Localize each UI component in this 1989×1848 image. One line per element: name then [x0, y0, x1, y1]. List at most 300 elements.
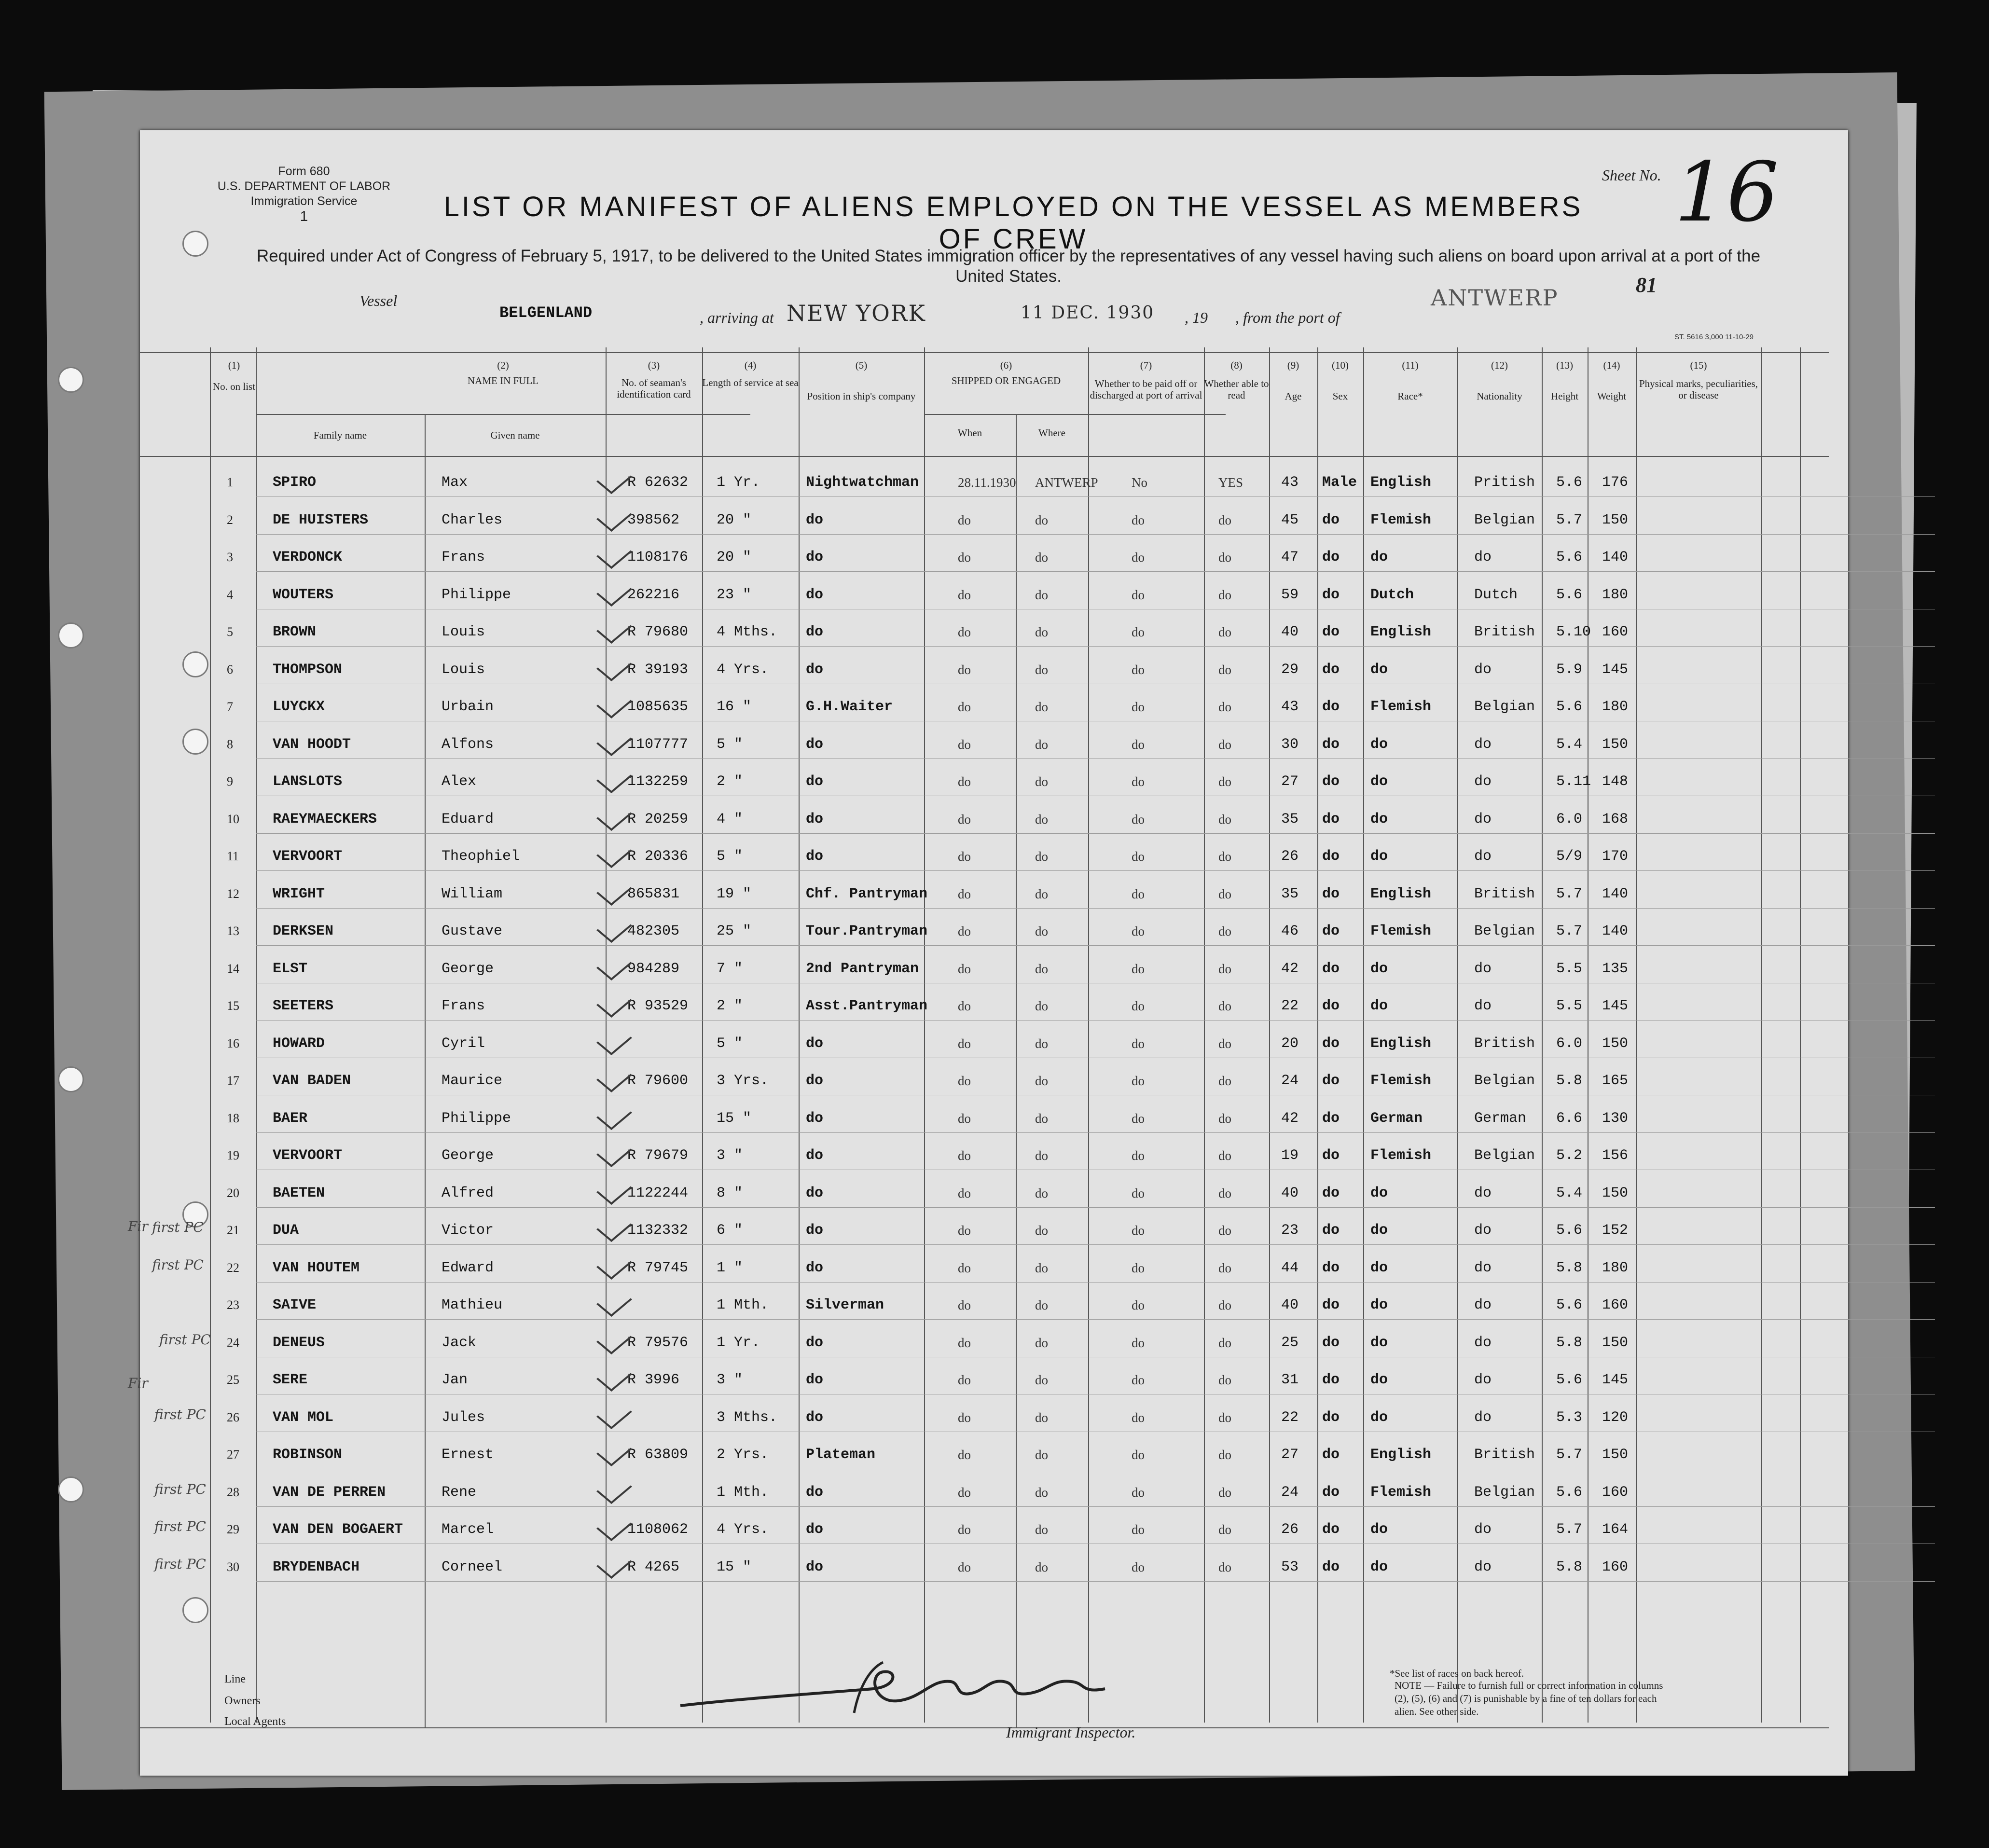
seaman-card-number: R 79576	[627, 1334, 689, 1351]
race: do	[1370, 1185, 1388, 1201]
shipped-where: do	[1035, 1074, 1048, 1088]
age: 22	[1281, 998, 1299, 1014]
row-rule	[256, 908, 1935, 909]
row-number: 5	[227, 625, 233, 639]
given-name: Mathieu	[442, 1297, 503, 1313]
given-name: Edward	[442, 1259, 494, 1276]
position: do	[806, 848, 824, 865]
given-name: Jack	[442, 1334, 477, 1351]
family-name: VAN HOODT	[273, 736, 351, 753]
weight: 150	[1602, 736, 1629, 753]
age: 35	[1281, 811, 1299, 827]
seaman-card-number: R 93529	[627, 998, 689, 1014]
length-of-service: 20 "	[717, 511, 752, 528]
height: 5.7	[1556, 923, 1583, 939]
race: English	[1370, 624, 1432, 640]
row-number: 8	[227, 737, 233, 751]
weight: 150	[1602, 1447, 1629, 1463]
height: 5.8	[1556, 1334, 1583, 1351]
paid-off: do	[1132, 812, 1145, 827]
able-to-read: do	[1218, 1223, 1231, 1238]
sex: do	[1322, 1297, 1340, 1313]
position: do	[806, 661, 824, 678]
race: do	[1370, 736, 1388, 753]
sex: do	[1322, 624, 1340, 640]
sex: do	[1322, 1447, 1340, 1463]
height: 5.3	[1556, 1409, 1583, 1426]
race: do	[1370, 1521, 1388, 1538]
nationality: do	[1474, 1185, 1492, 1201]
seaman-card-number: 262216	[627, 586, 680, 603]
seaman-card-number: R 62632	[627, 474, 689, 491]
sex: do	[1322, 885, 1340, 902]
age: 23	[1281, 1222, 1299, 1239]
able-to-read: do	[1218, 737, 1231, 752]
shipped-where: do	[1035, 1335, 1048, 1350]
able-to-read: do	[1218, 512, 1231, 527]
nationality: do	[1474, 1334, 1492, 1351]
family-name: DUA	[273, 1222, 299, 1239]
shipped-when: do	[958, 999, 971, 1013]
race: do	[1370, 811, 1388, 827]
length-of-service: 15 "	[717, 1558, 752, 1575]
able-to-read: do	[1218, 662, 1231, 677]
age: 44	[1281, 1259, 1299, 1276]
shipped-where: ANTWERP	[1035, 475, 1098, 490]
age: 24	[1281, 1484, 1299, 1501]
height: 5.6	[1556, 586, 1583, 603]
sex: do	[1322, 1259, 1340, 1276]
sex: do	[1322, 811, 1340, 827]
shipped-when: do	[958, 512, 971, 527]
race: Flemish	[1370, 923, 1432, 939]
seaman-card-number: 1085635	[627, 699, 689, 715]
height: 5.6	[1556, 1297, 1583, 1313]
able-to-read: do	[1218, 1298, 1231, 1312]
able-to-read: do	[1218, 1373, 1231, 1387]
given-name: George	[442, 960, 494, 977]
sex: do	[1322, 923, 1340, 939]
binder-hole	[182, 231, 208, 257]
shipped-when: do	[958, 1335, 971, 1350]
shipped-where: do	[1035, 1485, 1048, 1500]
sex: do	[1322, 998, 1340, 1014]
race: English	[1370, 1035, 1432, 1052]
able-to-read: do	[1218, 886, 1231, 901]
sex: do	[1322, 1185, 1340, 1201]
sex: do	[1322, 1110, 1340, 1127]
seaman-card-number: R 79679	[627, 1147, 689, 1164]
paid-off: do	[1132, 587, 1145, 602]
shipped-when: do	[958, 1559, 971, 1574]
row-number: 29	[227, 1522, 239, 1536]
margin-annotation: first PC	[154, 1518, 206, 1534]
given-name: Marcel	[442, 1521, 494, 1538]
position: 2nd Pantryman	[806, 960, 919, 977]
row-rule	[256, 833, 1935, 834]
shipped-when: do	[958, 1298, 971, 1312]
seaman-card-number: R 4265	[627, 1558, 680, 1575]
family-name: WRIGHT	[273, 885, 325, 902]
row-rule	[256, 1506, 1935, 1507]
position: do	[806, 624, 824, 640]
weight: 160	[1602, 1484, 1629, 1501]
weight: 150	[1602, 1185, 1629, 1201]
able-to-read: do	[1218, 812, 1231, 827]
length-of-service: 4 Mths.	[717, 624, 778, 640]
age: 42	[1281, 960, 1299, 977]
given-name: Jules	[442, 1409, 485, 1426]
able-to-read: do	[1218, 1148, 1231, 1163]
shipped-where: do	[1035, 774, 1048, 789]
given-name: Max	[442, 474, 468, 491]
race: Flemish	[1370, 511, 1432, 528]
shipped-where: do	[1035, 924, 1048, 938]
row-number: 18	[227, 1111, 239, 1125]
able-to-read: do	[1218, 1111, 1231, 1126]
race: English	[1370, 885, 1432, 902]
sex: do	[1322, 1147, 1340, 1164]
nationality: do	[1474, 1372, 1492, 1388]
age: 22	[1281, 1409, 1299, 1426]
shipped-where: do	[1035, 1559, 1048, 1574]
col-6-header: (6) SHIPPED OR ENGAGED	[951, 359, 1061, 386]
shipped-when: do	[958, 1074, 971, 1088]
race: do	[1370, 848, 1388, 865]
position: do	[806, 1558, 824, 1575]
paid-off: do	[1132, 1223, 1145, 1238]
form-mark: 1	[300, 208, 308, 224]
seaman-card-number: 1107777	[627, 736, 689, 753]
nationality: do	[1474, 1297, 1492, 1313]
able-to-read: do	[1218, 1522, 1231, 1537]
paid-off: do	[1132, 550, 1145, 565]
height: 5.4	[1556, 1185, 1583, 1201]
position: Silverman	[806, 1297, 884, 1313]
row-rule	[256, 1244, 1935, 1245]
seaman-card-number: R 79745	[627, 1259, 689, 1276]
row-number: 28	[227, 1485, 239, 1499]
weight: 170	[1602, 848, 1629, 865]
arrival-date: 11 DEC. 1930	[1021, 303, 1155, 323]
shipped-where: do	[1035, 1373, 1048, 1387]
sex: do	[1322, 1409, 1340, 1426]
age: 43	[1281, 474, 1299, 491]
able-to-read: do	[1218, 849, 1231, 864]
sex: do	[1322, 699, 1340, 715]
race: do	[1370, 1334, 1388, 1351]
height: 5.6	[1556, 1372, 1583, 1388]
shipped-where: do	[1035, 625, 1048, 639]
length-of-service: 2 "	[717, 998, 743, 1014]
given-name: Victor	[442, 1222, 494, 1239]
height: 5.6	[1556, 549, 1583, 565]
paid-off: do	[1132, 1260, 1145, 1275]
shipped-when: do	[958, 886, 971, 901]
col-7-header: (7) Whether to be paid off or discharged at port of arrival	[1090, 359, 1202, 401]
row-rule	[256, 571, 1935, 572]
races-footnote: *See list of races on back hereof.	[1390, 1668, 1524, 1679]
length-of-service: 8 "	[717, 1185, 743, 1201]
paid-off: do	[1132, 1485, 1145, 1500]
age: 59	[1281, 586, 1299, 603]
race: do	[1370, 1558, 1388, 1575]
row-number: 26	[227, 1410, 239, 1424]
given-name: Urbain	[442, 699, 494, 715]
sex: do	[1322, 1558, 1340, 1575]
position: do	[806, 1372, 824, 1388]
shipped-where: do	[1035, 1111, 1048, 1126]
shipped-when: do	[958, 550, 971, 565]
position: G.H.Waiter	[806, 699, 893, 715]
shipped-where: do	[1035, 961, 1048, 976]
binder-hole	[58, 1066, 84, 1092]
position: do	[806, 1259, 824, 1276]
sex: do	[1322, 1521, 1340, 1538]
age: 19	[1281, 1147, 1299, 1164]
family-name: ROBINSON	[273, 1447, 343, 1463]
family-name: WOUTERS	[273, 586, 334, 603]
seaman-card-number: R 3996	[627, 1372, 680, 1388]
given-name: Alfons	[442, 736, 494, 753]
nationality: Belgian	[1474, 923, 1535, 939]
family-name: THOMPSON	[273, 661, 343, 678]
seaman-card-number: 1132332	[627, 1222, 689, 1239]
paid-off: do	[1132, 1559, 1145, 1574]
vessel-label: Vessel	[359, 292, 398, 309]
given-name: Louis	[442, 661, 485, 678]
given-name: Ernest	[442, 1447, 494, 1463]
shipped-when: do	[958, 1485, 971, 1500]
when-header: When	[957, 427, 982, 439]
given-name: George	[442, 1147, 494, 1164]
position: do	[806, 1484, 824, 1501]
height: 5.9	[1556, 661, 1583, 678]
weight: 140	[1602, 885, 1629, 902]
nationality: British	[1474, 1035, 1535, 1052]
position: do	[806, 773, 824, 790]
shipped-where: do	[1035, 700, 1048, 714]
age: 25	[1281, 1334, 1299, 1351]
row-rule	[256, 496, 1935, 497]
position: do	[806, 1073, 824, 1089]
shipped-when: do	[958, 662, 971, 677]
seaman-card-number: R 20336	[627, 848, 689, 865]
col-12-header: (12) Nationality	[1477, 359, 1522, 402]
age: 46	[1281, 923, 1299, 939]
shipped-when: do	[958, 1111, 971, 1126]
col-14-header: (14) Weight	[1597, 359, 1627, 402]
weight: 145	[1602, 998, 1629, 1014]
sex: do	[1322, 1222, 1340, 1239]
given-name: Charles	[442, 511, 503, 528]
row-number: 13	[227, 924, 239, 938]
race: English	[1370, 474, 1432, 491]
nationality: Belgian	[1474, 1484, 1535, 1501]
height: 5.8	[1556, 1073, 1583, 1089]
weight: 180	[1602, 699, 1629, 715]
paid-off: do	[1132, 1335, 1145, 1350]
position: Plateman	[806, 1447, 876, 1463]
paid-off: do	[1132, 1074, 1145, 1088]
height: 5.6	[1556, 474, 1583, 491]
length-of-service: 4 Yrs.	[717, 661, 769, 678]
family-name: VAN DE PERREN	[273, 1484, 386, 1501]
shipped-when: do	[958, 1186, 971, 1200]
paid-off: do	[1132, 700, 1145, 714]
shipped-where: do	[1035, 512, 1048, 527]
nationality: do	[1474, 848, 1492, 865]
form-number: Form 680	[278, 165, 330, 178]
able-to-read: do	[1218, 1410, 1231, 1425]
race: do	[1370, 1259, 1388, 1276]
year-label: , 19	[1185, 309, 1208, 326]
able-to-read: do	[1218, 924, 1231, 938]
departure-port: ANTWERP	[1431, 285, 1559, 311]
sex: do	[1322, 1073, 1340, 1089]
shipped-when: do	[958, 961, 971, 976]
family-name: VAN HOUTEM	[273, 1259, 360, 1276]
age: 30	[1281, 736, 1299, 753]
row-rule	[256, 1207, 1935, 1208]
position: Asst.Pantryman	[806, 998, 928, 1014]
paid-off: No	[1132, 475, 1147, 490]
height: 5.7	[1556, 1521, 1583, 1538]
given-name: Cyril	[442, 1035, 485, 1052]
given-name: Rene	[442, 1484, 477, 1501]
weight: 156	[1602, 1147, 1629, 1164]
family-name: SAIVE	[273, 1297, 317, 1313]
manifest-title: LIST OR MANIFEST OF ALIENS EMPLOYED ON THE VESSEL AS MEMBERS OF CREW	[443, 191, 1583, 255]
position: do	[806, 1334, 824, 1351]
sex: do	[1322, 511, 1340, 528]
sex: do	[1322, 549, 1340, 565]
weight: 145	[1602, 661, 1629, 678]
given-name-header: Given name	[490, 429, 540, 441]
col-2-header: (2) NAME IN FULL	[468, 359, 539, 386]
height: 5.5	[1556, 960, 1583, 977]
row-number: 12	[227, 886, 239, 901]
seaman-card-number: 1108176	[627, 549, 689, 565]
weight: 120	[1602, 1409, 1629, 1426]
race: do	[1370, 1372, 1388, 1388]
shipped-when: do	[958, 1036, 971, 1051]
sex: do	[1322, 1035, 1340, 1052]
legal-requirement-text: Required under Act of Congress of February 5, 1917, to be delivered to the United States immigration officer by the representatives of any vessel having such aliens on board upon arrival at a port of the United States.	[256, 247, 1761, 286]
position: do	[806, 1035, 824, 1052]
family-name: DERKSEN	[273, 923, 334, 939]
height: 5.5	[1556, 998, 1583, 1014]
owners-label: Owners	[224, 1695, 261, 1707]
nationality: do	[1474, 1409, 1492, 1426]
shipped-where: do	[1035, 999, 1048, 1013]
race: Flemish	[1370, 1484, 1432, 1501]
family-name: DE HUISTERS	[273, 511, 369, 528]
height: 5.7	[1556, 885, 1583, 902]
race: do	[1370, 549, 1388, 565]
nationality: Dutch	[1474, 586, 1518, 603]
weight: 140	[1602, 549, 1629, 565]
race: do	[1370, 1222, 1388, 1239]
given-name: Eduard	[442, 811, 494, 827]
nationality: British	[1474, 624, 1535, 640]
margin-annotation: Fir	[128, 1218, 148, 1234]
sex: do	[1322, 960, 1340, 977]
able-to-read: do	[1218, 1448, 1231, 1462]
race: Dutch	[1370, 586, 1414, 603]
weight: 160	[1602, 1558, 1629, 1575]
shipped-where: do	[1035, 1148, 1048, 1163]
able-to-read: do	[1218, 700, 1231, 714]
age: 45	[1281, 511, 1299, 528]
weight: 150	[1602, 511, 1629, 528]
length-of-service: 23 "	[717, 586, 752, 603]
weight: 150	[1602, 1035, 1629, 1052]
position: do	[806, 586, 824, 603]
paid-off: do	[1132, 1373, 1145, 1387]
shipped-when: do	[958, 1373, 971, 1387]
position: Nightwatchman	[806, 474, 919, 491]
length-of-service: 4 Yrs.	[717, 1521, 769, 1538]
inspector-signature	[671, 1660, 1129, 1718]
family-name: ELST	[273, 960, 308, 977]
height: 5.8	[1556, 1558, 1583, 1575]
shipped-where: do	[1035, 1448, 1048, 1462]
col-10-header: (10) Sex	[1332, 359, 1349, 402]
length-of-service: 6 "	[717, 1222, 743, 1239]
weight: 160	[1602, 624, 1629, 640]
weight: 180	[1602, 1259, 1629, 1276]
nationality: Belgian	[1474, 1073, 1535, 1089]
paid-off: do	[1132, 625, 1145, 639]
length-of-service: 2 "	[717, 773, 743, 790]
row-number: 30	[227, 1559, 239, 1574]
length-of-service: 1 Mth.	[717, 1484, 769, 1501]
shipped-where: do	[1035, 886, 1048, 901]
row-number: 19	[227, 1148, 239, 1162]
sex: do	[1322, 773, 1340, 790]
length-of-service: 16 "	[717, 699, 752, 715]
family-name: HOWARD	[273, 1035, 325, 1052]
row-number: 22	[227, 1260, 239, 1275]
position: Chf. Pantryman	[806, 885, 928, 902]
family-name: VERVOORT	[273, 848, 343, 865]
nationality: do	[1474, 1521, 1492, 1538]
row-number: 7	[227, 700, 233, 714]
nationality: do	[1474, 960, 1492, 977]
age: 40	[1281, 1185, 1299, 1201]
given-name: Philippe	[442, 1110, 511, 1127]
family-name: BAETEN	[273, 1185, 325, 1201]
nationality: British	[1474, 885, 1535, 902]
length-of-service: 3 Mths.	[717, 1409, 778, 1426]
able-to-read: do	[1218, 1074, 1231, 1088]
position: do	[806, 811, 824, 827]
shipped-when: do	[958, 812, 971, 827]
margin-annotation: first PC	[154, 1556, 206, 1572]
print-code: ST. 5616 3,000 11-10-29	[1674, 333, 1754, 341]
seaman-card-number: 482305	[627, 923, 680, 939]
given-name: Gustave	[442, 923, 503, 939]
age: 31	[1281, 1372, 1299, 1388]
age: 40	[1281, 1297, 1299, 1313]
row-number: 15	[227, 999, 239, 1013]
shipped-when: do	[958, 1448, 971, 1462]
position: do	[806, 511, 824, 528]
nationality: German	[1474, 1110, 1527, 1127]
paid-off: do	[1132, 662, 1145, 677]
family-name: SEETERS	[273, 998, 334, 1014]
